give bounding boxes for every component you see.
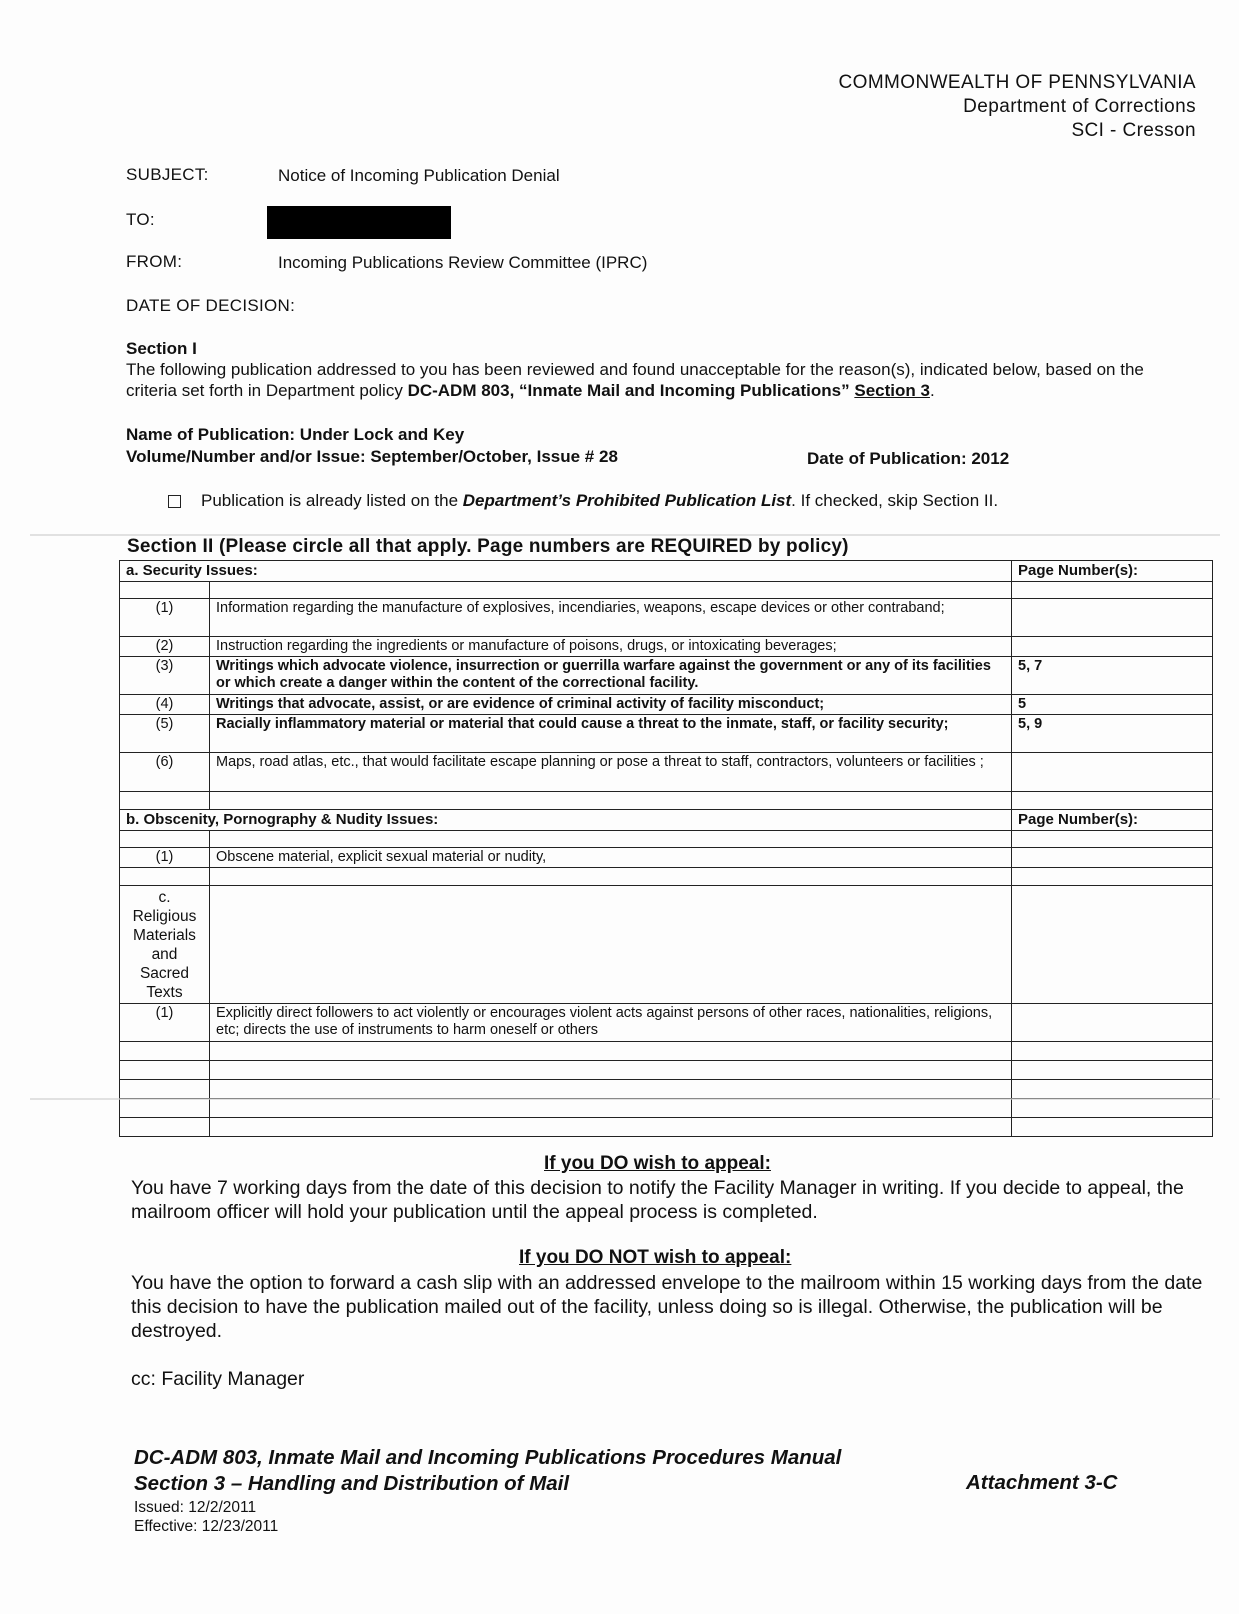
appeal-heading: If you DO wish to appeal:: [544, 1153, 771, 1174]
section-1-policy-name: DC-ADM 803, “Inmate Mail and Incoming Publications”: [407, 381, 850, 400]
security-item-text: Information regarding the manufacture of explosives, incendiaries, weapons, escape devices or other contraband;: [210, 599, 1012, 637]
table-row: [120, 886, 1213, 1004]
section-1: [126, 338, 1146, 401]
page-numbers-header: Page Number(s):: [1012, 561, 1213, 582]
prohibited-list-checkbox[interactable]: [168, 495, 181, 508]
table-row: [120, 753, 1213, 792]
no-appeal-text: You have the option to forward a cash slip with an addressed envelope to the mailroom within 15 working days from the date this decision to have the publication mailed out of the facility, unless doing so is illegal. Otherwise, the publication will be destroyed.: [131, 1272, 1203, 1342]
table-row: [120, 695, 1213, 715]
security-item-text: Instruction regarding the ingredients or manufacture of poisons, drugs, or intoxicating beverages;: [210, 637, 1012, 657]
security-issues-heading: a. Security Issues:: [120, 561, 1012, 582]
cc-line: cc: Facility Manager: [131, 1368, 305, 1390]
from-label: FROM:: [126, 252, 183, 271]
security-item-pages: [1012, 599, 1213, 637]
letterhead-department: Department of Corrections: [963, 96, 1196, 117]
table-row: [120, 868, 1213, 886]
table-row: [120, 831, 1213, 848]
table-row: [120, 1118, 1213, 1137]
no-appeal-heading: If you DO NOT wish to appeal:: [519, 1247, 792, 1268]
scan-streak: [30, 1098, 1220, 1100]
publication-date: Date of Publication: 2012: [807, 449, 1010, 468]
security-item-text: Writings that advocate, assist, or are evidence of criminal activity of facility misconduct;: [210, 695, 1012, 715]
section-1-heading: Section I: [126, 339, 197, 358]
religious-item-pages: [1012, 1004, 1213, 1042]
security-item-text: Writings which advocate violence, insurrection or guerrilla warfare against the government or any of its facilities or which create a danger within the content of the correctional facility.: [210, 657, 1012, 695]
letterhead-institution: SCI - Cresson: [1071, 120, 1196, 141]
obscenity-item-number: (1): [120, 848, 210, 868]
obscenity-item-pages: [1012, 848, 1213, 868]
section-1-period: .: [929, 381, 935, 400]
security-item-number: (2): [120, 637, 210, 657]
issued-date: Issued: 12/2/2011: [134, 1499, 257, 1516]
security-item-pages: 5, 7: [1012, 657, 1213, 695]
security-item-text: Racially inflammatory material or material that could cause a threat to the inmate, staff, or facility security;: [210, 715, 1012, 753]
section-1-section-ref: Section 3: [854, 381, 930, 400]
table-row: [120, 1004, 1213, 1042]
scan-streak: [30, 534, 1220, 536]
table-row: [120, 1061, 1213, 1080]
publication-volume: Volume/Number and/or Issue: September/October, Issue # 28: [126, 447, 618, 466]
religious-item-number: (1): [120, 1004, 210, 1042]
security-item-pages: [1012, 637, 1213, 657]
obscenity-issues-heading: b. Obscenity, Pornography & Nudity Issues:: [120, 810, 1012, 831]
letterhead-commonwealth: COMMONWEALTH OF PENNSYLVANIA: [838, 72, 1196, 93]
footer-title: [134, 1445, 841, 1497]
effective-date: Effective: 12/23/2011: [134, 1518, 279, 1535]
table-row: [120, 715, 1213, 753]
to-label: TO:: [126, 210, 155, 229]
appeal-text: You have 7 working days from the date of this decision to notify the Facility Manager in writing. If you decide to appeal, the mailroom officer will hold your publication until the appeal process is completed.: [131, 1177, 1184, 1223]
section-1-text-body: The following publication addressed to you has been reviewed and found unacceptable for the reason(s), indicated below, based on the criteria set forth in Department policy: [126, 360, 1144, 400]
table-row: [120, 582, 1213, 599]
subject-label: SUBJECT:: [126, 165, 209, 184]
prohibited-list-line: [168, 491, 998, 511]
table-row: [120, 599, 1213, 637]
table-row: [120, 1099, 1213, 1118]
security-item-pages: [1012, 753, 1213, 792]
table-row: [120, 657, 1213, 695]
security-item-number: (5): [120, 715, 210, 753]
footer-manual-line: DC-ADM 803, Inmate Mail and Incoming Publications Procedures Manual: [134, 1446, 842, 1469]
table-row: [120, 637, 1213, 657]
attachment-label: Attachment 3-C: [966, 1471, 1118, 1494]
issue-dates: [134, 1498, 278, 1536]
section-2-table: [119, 560, 1213, 1137]
footer-section-line: Section 3 – Handling and Distribution of Mail: [134, 1472, 570, 1495]
from-value: Incoming Publications Review Committee (IPRC): [278, 253, 648, 272]
subject-value: Notice of Incoming Publication Denial: [278, 166, 560, 185]
section-2-title: Section II (Please circle all that apply. Page numbers are REQUIRED by policy): [127, 536, 849, 557]
security-item-pages: 5, 9: [1012, 715, 1213, 753]
religious-item-text: Explicitly direct followers to act violently or encourages violent acts against persons of other races, nationalities, religions, etc; directs the use of instruments to harm oneself or others: [210, 1004, 1012, 1042]
page-numbers-header: Page Number(s):: [1012, 810, 1213, 831]
obscenity-item-text: Obscene material, explicit sexual material or nudity,: [210, 848, 1012, 868]
table-row: [120, 1042, 1213, 1061]
security-item-pages: 5: [1012, 695, 1213, 715]
prohibited-list-name: Department’s Prohibited Publication List: [462, 491, 792, 510]
security-item-text: Maps, road atlas, etc., that would facilitate escape planning or pose a threat to staff, contractors, volunteers or facilities ;: [210, 753, 1012, 792]
table-row: [120, 1080, 1213, 1099]
security-item-number: (1): [120, 599, 210, 637]
to-redaction-block: [267, 206, 451, 239]
publication-name: Name of Publication: Under Lock and Key: [126, 425, 465, 444]
table-row: [120, 848, 1213, 868]
letterhead: [839, 71, 1196, 143]
prohibited-list-text-a: Publication is already listed on the: [201, 491, 463, 510]
section-1-text: [126, 359, 1146, 401]
security-item-number: (6): [120, 753, 210, 792]
table-row: [120, 792, 1213, 810]
security-item-number: (4): [120, 695, 210, 715]
prohibited-list-text: [201, 491, 998, 511]
religious-materials-heading: c. Religious Materials and Sacred Texts: [120, 886, 210, 1004]
prohibited-list-text-b: . If checked, skip Section II.: [791, 491, 999, 510]
date-of-decision-label: DATE OF DECISION:: [126, 296, 296, 315]
security-item-number: (3): [120, 657, 210, 695]
